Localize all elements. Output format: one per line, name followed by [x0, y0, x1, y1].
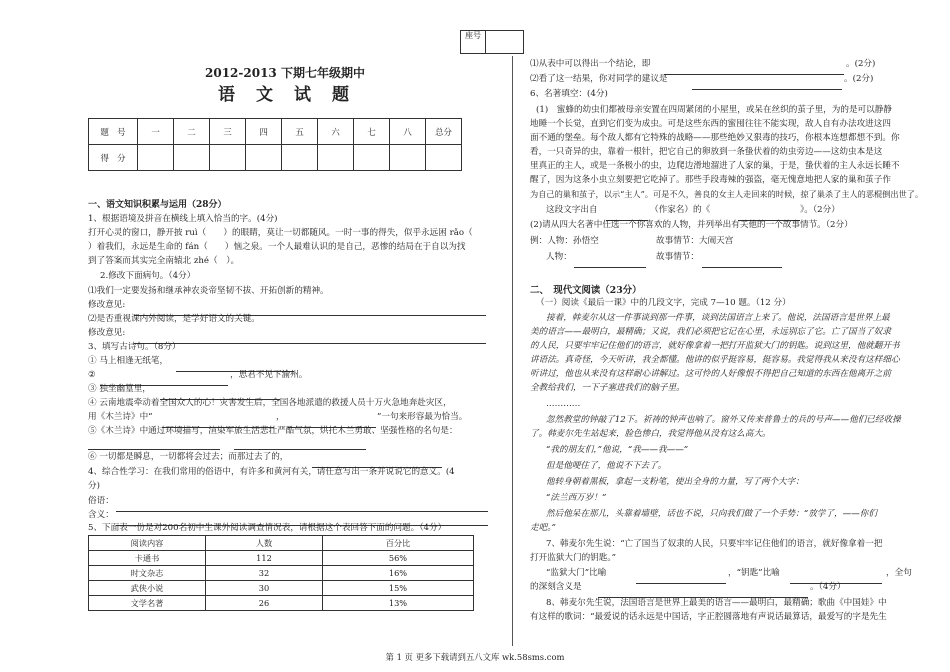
- person-label: 人物：: [546, 252, 572, 262]
- q4-proverb-label: 俗语：: [88, 496, 114, 506]
- score-row-label: 得 分: [89, 145, 138, 171]
- q2-answer-line[interactable]: [134, 334, 486, 344]
- example-person: 例：人物：孙悟空: [530, 236, 599, 246]
- survey-cell: 15%: [323, 581, 474, 596]
- r1-question: ⑴从表中可以得出一个结论，即: [530, 59, 651, 69]
- reading-line: “我的朋友们，”他说，“我——我——”: [546, 445, 689, 455]
- survey-header: 人数: [206, 536, 323, 551]
- score-cell[interactable]: [138, 145, 174, 171]
- q3-line: ① 马上相逢无纸笔，: [88, 356, 169, 366]
- score-header-cell: 四: [246, 119, 282, 145]
- source-label: （作家名）的《: [650, 205, 711, 215]
- survey-cell: 26: [206, 596, 323, 611]
- q6-prompt: 6、名著填空：(4分): [530, 89, 608, 99]
- score-cell[interactable]: [426, 145, 462, 171]
- q7-text: ，全句: [886, 568, 912, 578]
- q4-proverb-line[interactable]: [116, 502, 488, 512]
- q2-fix-label: 修改意见:: [88, 300, 126, 310]
- q8-text: 8、韩麦尔先生说，法国语言是世界上最美的语言——最明白，最精确；歌曲《中国娃》中: [546, 598, 887, 608]
- survey-cell: 32: [206, 566, 323, 581]
- table-row: [89, 551, 474, 566]
- q7-text: “监狱大门”比喻: [546, 568, 607, 578]
- score-header-cell: 五: [282, 119, 318, 145]
- plot-label: 故事情节：: [656, 252, 699, 262]
- survey-cell: 时文杂志: [89, 566, 206, 581]
- q2-sentence: ⑵是否重视课内外阅读，是学好语文的关键。: [88, 314, 260, 324]
- reading-line: 的人民，只要牢牢记住他们的语言，就好像拿着一把打开监狱大门的钥匙。说到这里，他就翻开书: [530, 341, 900, 351]
- page-footer: 第 1 页 更多下载请到五八文库 wk.58sms.com: [385, 652, 565, 662]
- plot-answer-line[interactable]: [702, 258, 782, 268]
- score-header-cell: 七: [354, 119, 390, 145]
- passage-line: 里真正的主人，或是一条极小的虫，边爬边滑地溜进了人家的巢，于是，蛰伏着的主人永远长睡不: [530, 161, 900, 171]
- exam-subject-title: 语 文 试 题: [218, 85, 351, 105]
- q7-text: 打开监狱大门的钥匙。”: [530, 553, 617, 563]
- r2-answer-line[interactable]: [692, 80, 842, 90]
- reading-line: “法兰西万岁！”: [546, 493, 607, 503]
- passage-line: 醒了，因为这条小虫立刻要把它吃掉了。那些手段毒辣的强盗，毫无愧意地把人家的巢和茧子作: [530, 175, 891, 185]
- q2-fix-label: 修改意见:: [88, 328, 126, 338]
- reading-line: 接着，韩麦尔从这一件事谈到那一件事，谈到法国语言上来了。他说，法国语言是世界上最: [546, 313, 890, 323]
- q3-line: 用《木兰诗》中“: [88, 412, 153, 422]
- survey-cell: 文学名著: [89, 596, 206, 611]
- q1-text-line: 打开心灵的窗口，静开披 ruì（ ）的眼睛，莫让一切都随风。一时一事的得失，似乎永远困 rǎo（: [88, 228, 473, 238]
- q2-sentence: ⑴我们一定要发扬和继承神农炎帝坚韧不拔、开拓创新的精神。: [88, 286, 329, 296]
- r2-question: ⑵看了这一结果，你对同学的建议是: [530, 74, 668, 84]
- seat-number-box: [460, 30, 524, 54]
- section1-title: 一、语文知识积累与运用（28分）: [88, 200, 227, 210]
- q3-line: ，: [276, 412, 285, 422]
- q7-text: ，“钥匙”比喻: [728, 568, 780, 578]
- score-cell[interactable]: [210, 145, 246, 171]
- q4-meaning-label: 含义：: [88, 510, 114, 520]
- passage-line: (1) 蜜蜂的幼虫们都被母亲安置在四周紧闭的小屋里，或呆在丝织的茧子里，为的是可以静静: [536, 105, 892, 115]
- reading-line: 走吧。”: [530, 523, 556, 533]
- q7-text: 7、韩麦尔先生说：“亡了国当了奴隶的人民，只要牢牢记住他们的语言，就好像拿着一把: [546, 539, 883, 549]
- q4-prompt: 4、综合性学习：在我们常用的俗语中，有许多和黄河有关，请任意写出一条并说说它的意义。(4: [88, 467, 455, 477]
- exam-year-title: 2012-2013 下期七年级期中: [205, 66, 365, 80]
- score-header-cell: 二: [174, 119, 210, 145]
- score-cell[interactable]: [246, 145, 282, 171]
- reading-line: 他转身朝着黑板，拿起一支粉笔，使出全身的力量，写了两个大字：: [546, 477, 804, 487]
- column-divider: [512, 56, 513, 646]
- reading-line: 美的语言——最明白，最精确；又说，我们必须把它记在心里，永远别忘了它。亡了国当了奴隶: [530, 327, 891, 337]
- score-cell[interactable]: [282, 145, 318, 171]
- score-header-cell: 六: [318, 119, 354, 145]
- q3-prompt: 3、填写古诗句。（8分）: [88, 342, 181, 352]
- reading-line: 了。韩麦尔先生站起来，脸色惨白，我觉得他从没有这么高大。: [530, 429, 771, 439]
- passage-line: 看，一只奇异的虫，靠着一根针，把它自己的卵放到一条蛰伏着的幼虫旁边——这幼虫本是这: [530, 147, 883, 157]
- q2-prompt: 2.修改下面病句。（4分）: [100, 271, 196, 281]
- person-answer-line[interactable]: [574, 258, 646, 268]
- reading-line: 全教给我们，一下子塞进我们的脑子里。: [530, 383, 685, 393]
- survey-cell: 16%: [323, 566, 474, 581]
- survey-cell: 13%: [323, 596, 474, 611]
- ellipsis: …………: [546, 399, 581, 409]
- score-cell[interactable]: [318, 145, 354, 171]
- q1-text-line: 到了答案而其实完全南辕北 zhé（ ）。: [88, 256, 240, 266]
- source-points: 》。（2分）: [800, 205, 840, 215]
- score-cell[interactable]: [354, 145, 390, 171]
- survey-cell: 112: [206, 551, 323, 566]
- q3-line: ⑤《木兰诗》中通过环境描写，渲染军旅生活悲壮严酷气氛，烘托木兰勇敢、坚强性格的名句是：: [88, 426, 458, 436]
- passage-line: 面不通的堡垒。每个敌人都有它特殊的战略——那些绝妙又狠毒的技巧，你根本连想都想不到。你: [530, 133, 900, 143]
- score-header-cell: 八: [390, 119, 426, 145]
- q4-prompt-cont: 分): [88, 481, 100, 491]
- table-row: [89, 566, 474, 581]
- q7-text: 的深刻含义是: [530, 582, 582, 592]
- score-cell[interactable]: [390, 145, 426, 171]
- reading-line: 听讲过，他也从来没有这样耐心讲解过。这可怜的人好像恨不得把自己知道的东西在他离开之前: [530, 369, 891, 379]
- passage-line: 为自己的巢和茧子，以示“主人”。可是不久，善良的女主人走回来的时候，掠了巢杀了主人的恶棍倒出世了。: [530, 189, 924, 199]
- survey-header: 百分比: [323, 536, 474, 551]
- seat-label: 座号: [461, 31, 486, 53]
- q3-line: ③ 独坐幽篁里，: [88, 384, 151, 394]
- reading-line: 但是他哽住了，他说不下去了。: [546, 461, 667, 471]
- example-plot: 故事情节：大闹天宫: [656, 236, 734, 246]
- q3-answer-line[interactable]: [234, 440, 366, 450]
- survey-header: 阅读内容: [89, 536, 206, 551]
- survey-cell: 卡通书: [89, 551, 206, 566]
- score-header-cell: 一: [138, 119, 174, 145]
- q1-prompt: 1、根据语境及拼音在横线上填入恰当的字。(4分): [88, 214, 278, 224]
- score-table: [88, 118, 462, 171]
- q3-line: ，思君不见下渝州。: [230, 370, 308, 380]
- q3-line: ④ 云南地震牵动着全国众人的心！灾害发生后，全国各地派遣的救援人员十万火急地奔赴灾区，: [88, 398, 452, 408]
- section2-title: 二、 现代文阅读（23分）: [530, 285, 642, 296]
- q7-answer-line[interactable]: [636, 574, 726, 584]
- survey-cell: 56%: [323, 551, 474, 566]
- source-label: 这段文字出自: [546, 205, 598, 215]
- q6-part2-prompt: (2)请从四大名著中任选一个你喜欢的人物，并列举出有关他的一个故事情节。（2分）: [530, 220, 853, 230]
- r2-points: 。(2分): [844, 74, 874, 84]
- table-row: [89, 596, 474, 611]
- score-header-cell: 题 号: [89, 119, 138, 145]
- q1-text-line: ）着我们，永远是生命的 fán（ ）恼之泉。一个人最难认识的是自己，恶惨的结局在于自以为找: [88, 242, 466, 252]
- survey-cell: 武侠小说: [89, 581, 206, 596]
- table-row: [89, 581, 474, 596]
- r1-answer-line[interactable]: [664, 65, 844, 75]
- q7-points: 。（4分）: [810, 582, 846, 592]
- score-header-cell: 总分: [426, 119, 462, 145]
- score-header-cell: 三: [210, 119, 246, 145]
- score-cell[interactable]: [174, 145, 210, 171]
- reading-line: 讲语法。真奇怪，今天听讲，我全都懂。他讲的似乎挺容易，挺容易。我觉得我从来没有这样细心: [530, 355, 900, 365]
- reading-intro: （一）阅读《最后一课》中的几段文字，完成 7—10 题。（12 分）: [536, 298, 791, 308]
- q3-line: ⑥ 一切都是瞬息，一切都将会过去；而那过去了的，: [88, 452, 289, 462]
- r1-points: 。(2分): [846, 59, 876, 69]
- q3-line: ②: [88, 370, 96, 380]
- passage-line: 地睡一个长觉，直到它们变为成虫。可是这些东西的蜜囤往往不能实现，敌人自有办法攻进这四: [530, 119, 891, 129]
- q5-prompt: 5、下面表一份是对200名初中生课外阅读调查情况表，请根据这个表回答下面的问题。（4分）: [88, 523, 447, 533]
- reading-line: 然后他呆在那儿，头靠着墙壁，话也不说，只向我们做了一个手势：“放学了，——你们: [546, 509, 877, 519]
- q3-answer-line[interactable]: [88, 440, 220, 450]
- q3-line: ”一句来形容最为恰当。: [377, 412, 468, 422]
- reading-line: 忽然教堂的钟敲了12下。祈祷的钟声也响了。窗外又传来普鲁士的兵的号声——他们已经收操: [546, 415, 901, 425]
- survey-cell: 30: [206, 581, 323, 596]
- q8-text: 有这样的歌词：“最爱说的话永远是中国话，字正腔圆落地有声说话最算话，最爱写的字是先生: [530, 612, 887, 622]
- survey-table: [88, 535, 474, 611]
